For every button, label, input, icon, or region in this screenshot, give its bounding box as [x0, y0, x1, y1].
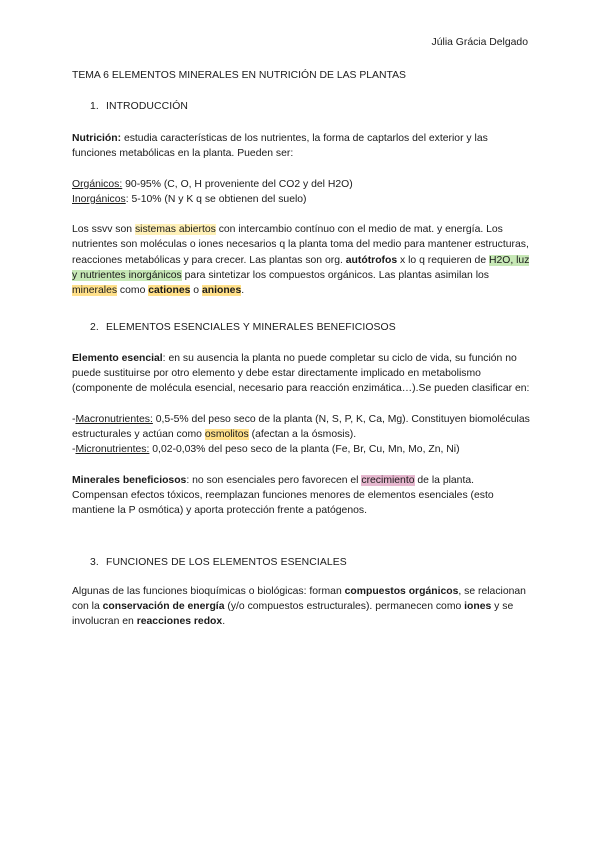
nutricion-definition	[72, 131, 532, 161]
text-run: .	[241, 285, 245, 296]
text-run: Algunas de las funciones bioquímicas o biológicas: forman	[72, 586, 345, 597]
list-dash: -	[72, 413, 76, 425]
elemento-esencial-text: : en su ausencia la planta no puede completar su ciclo de vida, su función no puede sustituirse por otro elemento y debe estar directamente implicado en metabolismo (componente de molécula esencial, necesario para reacción enzimática…).Se pueden clasificar en:	[72, 353, 530, 395]
funciones-body	[72, 584, 532, 630]
minerales-beneficiosos-definition	[72, 473, 532, 519]
highlight-sistemas-abiertos: sistemas abiertos	[134, 224, 216, 236]
text-run: 0,02-0,03% del peso seco de la planta (Fe, Br, Cu, Mn, Mo, Zn, Ni)	[149, 444, 460, 456]
inorganicos-text: : 5-10% (N y K q se obtienen del suelo)	[125, 193, 307, 205]
text-run: .	[222, 616, 226, 628]
bold-compuestos-organicos: compuestos orgánicos	[344, 586, 459, 597]
organicos-line	[72, 177, 532, 192]
micronutrientes-line	[72, 442, 532, 457]
text-run: (y/o compuestos estructurales). permanecen como	[224, 601, 465, 613]
section-number: 2.	[90, 322, 99, 333]
text-run: 0,5-5% del peso seco de la planta (N, S, P, K, Ca, Mg). Constituyen biomoléculas estructurales y actúan como	[72, 413, 530, 440]
bold-reacciones-redox: reacciones redox	[136, 616, 223, 628]
text-run: y se involucran en	[72, 601, 514, 628]
micronutrientes-label: Micronutrientes:	[75, 444, 150, 456]
text-run: Los ssvv son	[72, 224, 135, 236]
text-run: : no son esenciales pero favorecen el	[186, 474, 362, 486]
text-run: , se relacionan con la	[72, 586, 526, 613]
elemento-esencial-definition	[72, 351, 532, 397]
text-run: (afectan a la ósmosis).	[248, 429, 357, 440]
highlight-aniones: aniones	[201, 285, 242, 296]
macronutrientes-line	[72, 412, 532, 442]
text-run: con intercambio contínuo con el medio de mat. y energía. Los nutrientes son moléculas o iones necesarios q la planta toma del medio para mantener estructuras, reacciones metabólicas y para crecer. Las plantas son org.	[72, 224, 529, 266]
esenciales-body	[72, 351, 532, 518]
text-run: x lo q requieren de	[397, 254, 489, 266]
bold-autotrofos: autótrofos	[345, 254, 398, 266]
highlight-minerales: minerales	[72, 285, 118, 296]
section-heading-esenciales	[90, 322, 396, 333]
section-heading-funciones	[90, 557, 347, 568]
elemento-esencial-term: Elemento esencial	[72, 353, 163, 364]
bold-iones: iones	[464, 601, 492, 613]
author-name: Júlia Grácia Delgado	[431, 37, 528, 48]
section-title: INTRODUCCIÓN	[106, 101, 189, 112]
text-run: como	[117, 285, 149, 296]
section-number: 3.	[90, 557, 99, 568]
nutricion-text: estudia características de los nutrientes, la forma de captarlos del exterior y las funciones metabólicas en la planta. Pueden ser:	[72, 133, 488, 160]
bold-conservacion-energia: conservación de energía	[102, 601, 225, 613]
introduccion-body	[72, 131, 532, 298]
organicos-label: Orgánicos:	[72, 178, 123, 190]
section-heading-introduccion	[90, 101, 188, 112]
section-number: 1.	[90, 101, 99, 112]
highlight-crecimiento: crecimiento	[361, 474, 415, 486]
macronutrientes-label: Macronutrientes:	[75, 413, 153, 425]
minerales-beneficiosos-term: Minerales beneficiosos	[72, 474, 187, 486]
intro-paragraph-2	[72, 222, 532, 298]
document-title: TEMA 6 ELEMENTOS MINERALES EN NUTRICIÓN DE LAS PLANTAS	[72, 70, 406, 81]
text-run: para sintetizar los compuestos orgánicos. Las plantas asimilan los	[181, 269, 490, 281]
highlight-cationes: cationes	[148, 285, 191, 296]
organicos-text: 90-95% (C, O, H proveniente del CO2 y del H2O)	[122, 178, 353, 190]
inorganicos-label: Inorgánicos	[72, 193, 126, 205]
nutricion-term: Nutrición:	[72, 133, 122, 144]
highlight-h2o-luz: H2O, luz y nutrientes inorgánicos	[72, 254, 530, 281]
highlight-osmolitos: osmolitos	[204, 429, 249, 440]
section-title: ELEMENTOS ESENCIALES Y MINERALES BENEFICIOSOS	[106, 322, 396, 333]
text-run: o	[190, 285, 202, 296]
list-dash: -	[72, 444, 76, 456]
section-title: FUNCIONES DE LOS ELEMENTOS ESENCIALES	[106, 557, 347, 568]
inorganicos-line	[72, 192, 532, 207]
funciones-paragraph	[72, 584, 532, 630]
text-run: de la planta. Compensan efectos tóxicos, reemplazan funciones menores de elementos esenciales (esto mantiene la P osmótica) y aporta protección frente a patógenos.	[72, 474, 494, 516]
